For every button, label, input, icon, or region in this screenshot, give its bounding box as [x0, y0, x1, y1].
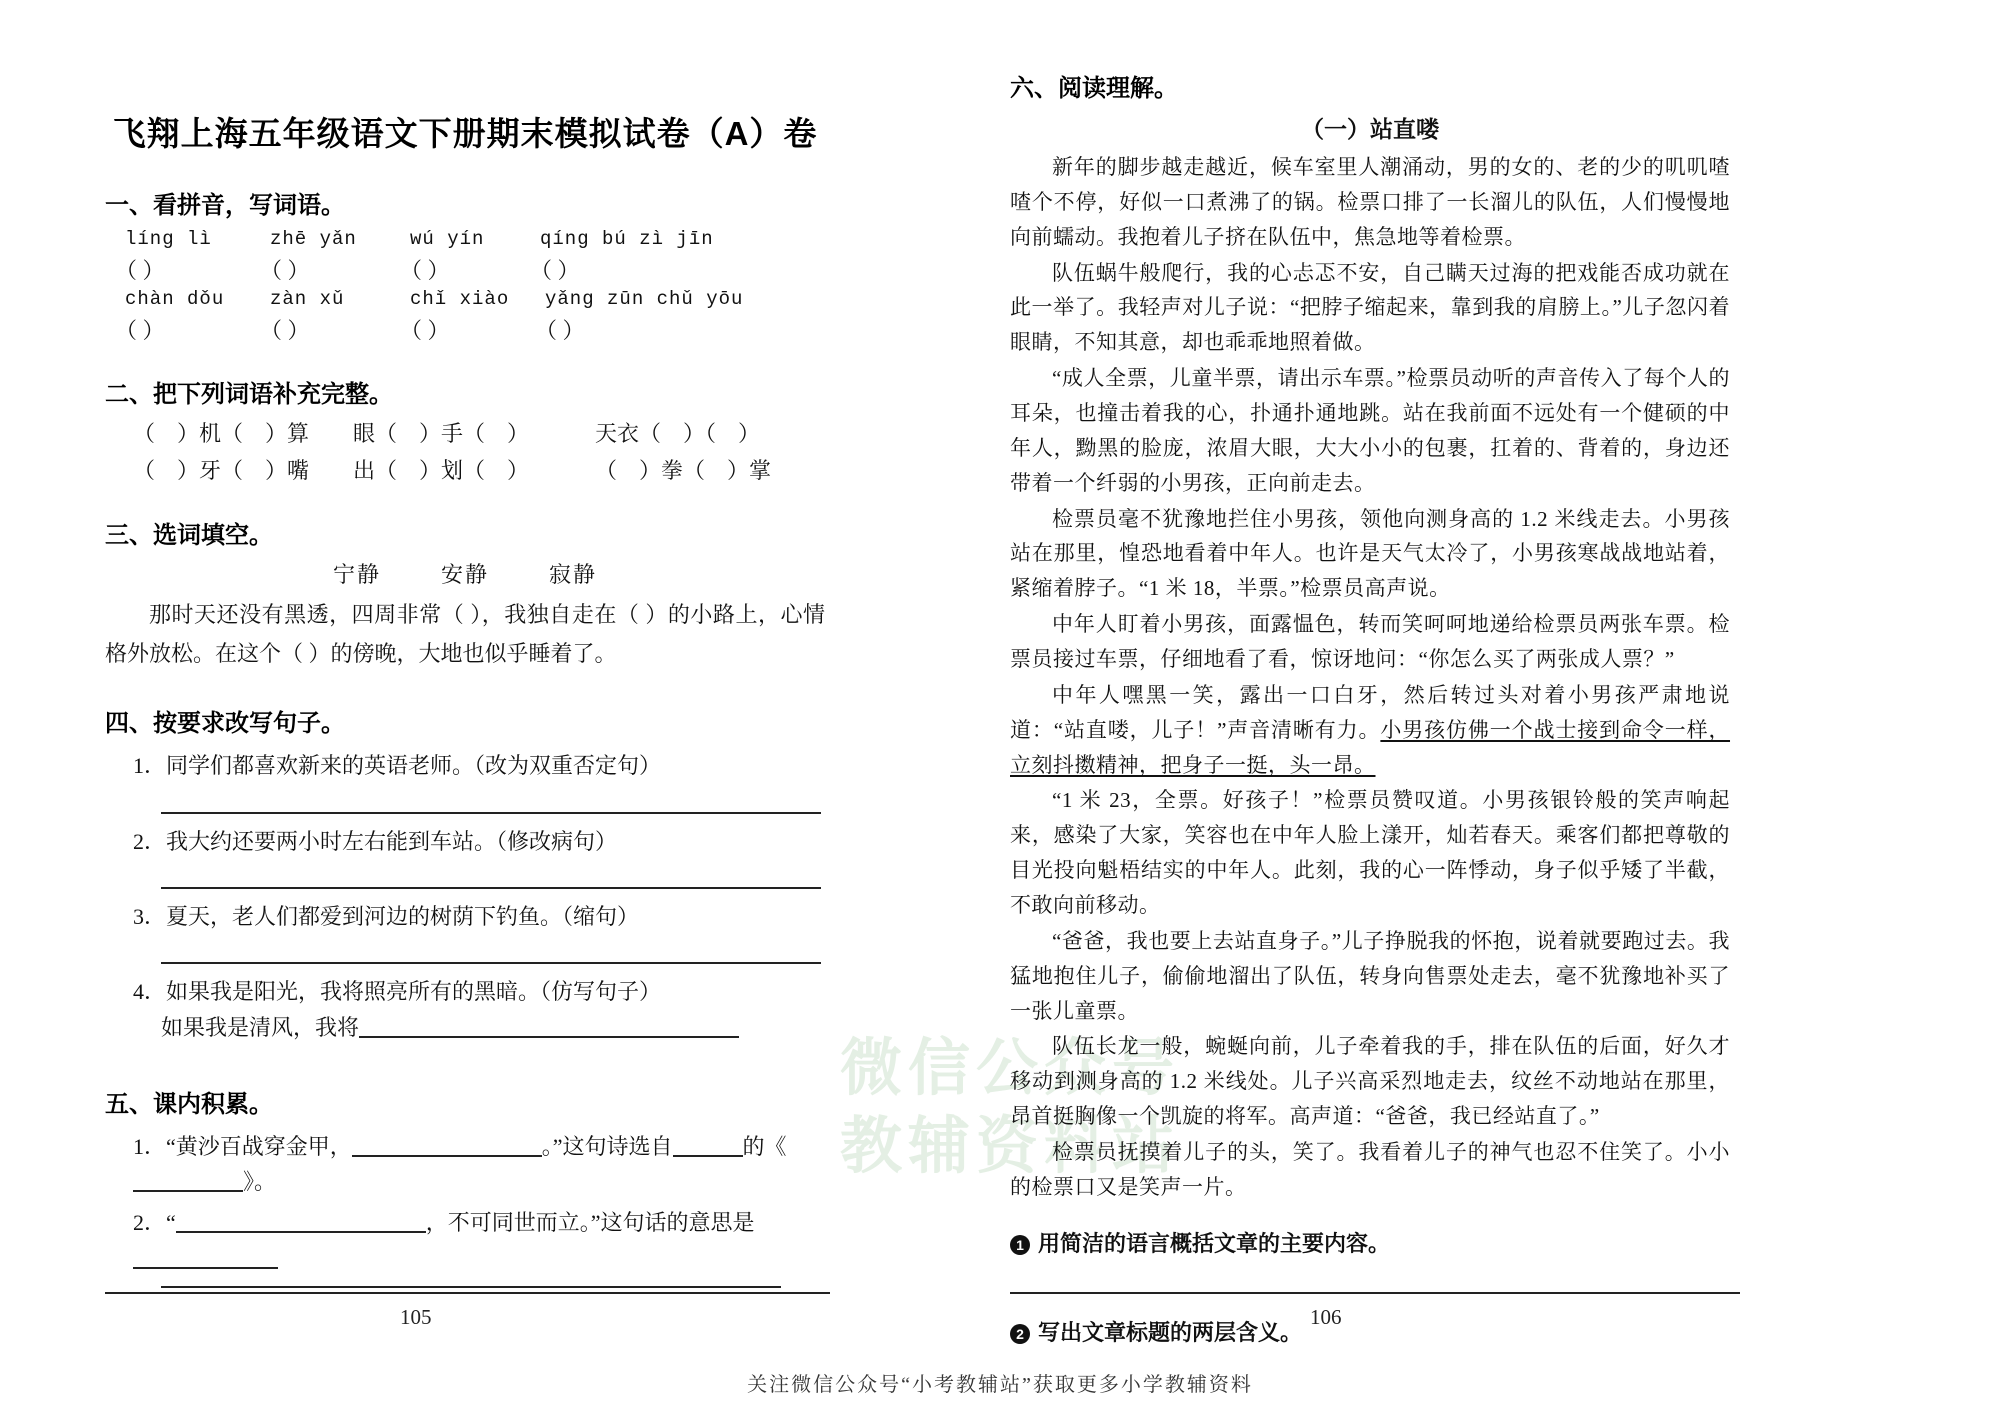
rewrite-item-4: 4．如果我是阳光，我将照亮所有的黑暗。（仿写句子） — [133, 978, 662, 1004]
passage-paragraph: 中年人盯着小男孩，面露愠色，转而笑呵呵地递给检票员两张车票。检票员接过车票，仔细地看了看，惊讶地问：“你怎么买了两张成人票？” — [1010, 612, 1730, 672]
accum-1-part-c: 的《 — [742, 1134, 787, 1160]
passage-paragraph: “成人全票，儿童半票，请出示车票。”检票员动听的声音传入了每个人的耳朵，也撞击着我的心，扑通扑通地跳。站在我前面不远处有一个健硕的中年人，黝黑的脸庞，浓眉大眼，大大小小的包裹，扛着的、背着的，身边还带着一个纤弱的小男孩，正向前走去。 — [1010, 366, 1730, 495]
page-number-right: 106 — [1310, 1305, 1342, 1329]
question-number-badge: 1 — [1010, 1235, 1030, 1255]
left-page-column — [105, 60, 825, 1294]
idiom-line[interactable]: （ ）牙（ ）嘴 出（ ）划（ ） （ ）拳（ ）掌 — [133, 458, 772, 483]
question-number-badge: 2 — [1010, 1324, 1030, 1344]
pinyin-label: chàn dǒu — [125, 288, 225, 310]
answer-blank-inline[interactable] — [176, 1211, 426, 1233]
footer-note: 关注微信公众号“小考教辅站”获取更多小学教辅资料 — [747, 1374, 1253, 1396]
answer-line[interactable] — [161, 962, 821, 964]
section-5-heading: 五、课内积累。 — [105, 1091, 273, 1119]
pinyin-label: qíng bú zì jīn — [540, 228, 714, 250]
accum-2-part-a: 2．“ — [133, 1210, 176, 1236]
answer-blank[interactable]: （ ） — [535, 318, 585, 343]
answer-blank[interactable]: （ ） — [115, 258, 165, 283]
passage-paragraph: 检票员毫不犹豫地拦住小男孩，领他向测身高的 1.2 米线走去。小男孩站在那里，惶恐地看着中年人。也许是天气太冷了，小男孩寒战战地站着，紧缩着脖子。“1 米 18，半票。”检票员高声说。 — [1010, 506, 1730, 601]
page-title: 飞翔上海五年级语文下册期末模拟试卷（A）卷 — [112, 115, 818, 152]
answer-blank-inline[interactable] — [673, 1135, 743, 1157]
reading-question-2-text: 写出文章标题的两层含义。 — [1038, 1319, 1303, 1345]
answer-blank-inline[interactable] — [352, 1135, 542, 1157]
rewrite-item-2: 2．我大约还要两小时左右能到车站。（修改病句） — [133, 828, 618, 854]
pinyin-label: yǎng zūn chǔ yōu — [545, 288, 744, 310]
pinyin-block-row-2 — [105, 288, 825, 344]
answer-blank[interactable]: （ ） — [260, 258, 310, 283]
answer-paren-row — [105, 254, 825, 284]
accumulation-item-2 — [133, 1205, 825, 1275]
rewrite-item-4-prefix: 如果我是清风，我将 — [161, 1015, 360, 1041]
pinyin-label: chǐ xiào — [410, 288, 510, 310]
answer-blank-inline[interactable] — [359, 1016, 739, 1038]
answer-line[interactable] — [161, 812, 821, 814]
accum-1-part-b: 。”这句诗选自 — [541, 1134, 673, 1160]
answer-blank[interactable]: （ ） — [400, 318, 450, 343]
watermark-line-2: 教辅资料站 — [839, 1111, 1180, 1181]
reading-question-1-text: 用简洁的语言概括文章的主要内容。 — [1038, 1230, 1391, 1256]
section-6-heading: 六、阅读理解。 — [1010, 75, 1178, 102]
answer-blank-inline[interactable] — [133, 1247, 278, 1269]
answer-paren-row — [105, 314, 825, 344]
underlined-sentence: 小男孩仿佛一个战士接到命令一样，立刻抖擞精神，把身子一挺，头一昂。 — [1010, 717, 1731, 777]
passage-paragraph: “爸爸，我也要上去站直身子。”儿子挣脱我的怀抱，说着就要跑过去。我猛地抱住儿子，偷偷地溜出了队伍，转身向售票处走去，毫不犹豫地补买了一张儿童票。 — [1010, 928, 1730, 1023]
passage-paragraph: 检票员抚摸着儿子的头，笑了。我看着儿子的神气也忍不住笑了。小小的检票口又是笑声一片。 — [1010, 1140, 1730, 1199]
section-2-heading: 二、把下列词语补充完整。 — [105, 381, 393, 408]
passage-paragraph: 队伍长龙一般，蜿蜒向前，儿子牵着我的手，排在队伍的后面，好久才移动到测身高的 1.2 米线处。儿子兴高采烈地走去，纹丝不动地站在那里，昂首挺胸像一个凯旋的将军。高声道：“爸爸，我已经站直了。” — [1010, 1034, 1730, 1129]
section-3-passage[interactable]: 那时天还没有黑透，四周非常（ ），我独自走在（ ）的小路上，心情格外放松。在这个（ ）的傍晚，大地也似乎睡着了。 — [105, 602, 825, 667]
idiom-line[interactable]: （ ）机（ ）算 眼（ ）手（ ） 天衣（ ）（ ） — [133, 421, 761, 446]
pinyin-row — [105, 288, 825, 314]
passage-paragraph: 新年的脚步越走越近，候车室里人潮涌动，男的女的、老的少的叽叽喳喳个不停，好似一口煮沸了的锅。检票口排了一长溜儿的队伍，人们慢慢地向前蠕动。我抱着儿子挤在队伍中，焦急地等着检票。 — [1010, 155, 1730, 249]
reading-question-2 — [1010, 1316, 1730, 1347]
accum-1-part-d: 》。 — [243, 1169, 277, 1195]
answer-line[interactable] — [161, 1286, 781, 1288]
section-4-heading: 四、按要求改写句子。 — [105, 710, 345, 738]
pinyin-row — [105, 228, 825, 254]
rewrite-item-1: 1．同学们都喜欢新来的英语老师。（改为双重否定句） — [133, 753, 662, 779]
reading-question-1 — [1010, 1227, 1730, 1258]
pinyin-label: wú yín — [410, 228, 485, 250]
rewrite-item-3: 3．夏天，老人们都爱到河边的树荫下钓鱼。（缩句） — [133, 903, 640, 929]
answer-blank-inline[interactable] — [133, 1170, 243, 1192]
accum-1-part-a: 1．“黄沙百战穿金甲， — [133, 1134, 352, 1160]
section-3-heading: 三、选词填空。 — [105, 522, 273, 549]
right-page-column — [1010, 60, 1730, 1347]
watermark-line-1: 微信公众号 — [839, 1034, 1180, 1103]
pinyin-label: zàn xǔ — [270, 288, 345, 310]
answer-line[interactable] — [161, 887, 821, 889]
passage-paragraph-with-underline — [1010, 678, 1730, 783]
passage-text: 中年人嘿黑一笑，露出一口白牙，然后转过头对着小男孩严肃地说道：“站直喽，儿子！”声音清晰有力。 — [1010, 682, 1730, 742]
pinyin-block-row-1 — [105, 228, 825, 284]
pinyin-label: zhē yǎn — [270, 228, 357, 250]
footer-rule-right — [1010, 1292, 1740, 1294]
accum-2-part-b: ，不可同世而立。”这句话的意思是 — [425, 1210, 755, 1236]
page-number-left: 105 — [400, 1305, 432, 1329]
pinyin-label: líng lì — [125, 228, 212, 250]
passage-title: （一）站直喽 — [1301, 117, 1439, 142]
footer-rule-left — [105, 1292, 830, 1294]
answer-blank[interactable]: （ ） — [530, 258, 580, 283]
answer-blank[interactable]: （ ） — [260, 318, 310, 343]
rewrite-item-4-sub — [161, 1011, 825, 1042]
answer-blank[interactable]: （ ） — [400, 258, 450, 283]
word-bank: 宁静 安静 寂静 — [332, 562, 597, 587]
passage-paragraph: 队伍蜗牛般爬行，我的心忐忑不安，自己瞒天过海的把戏能否成功就在此一举了。我轻声对儿子说：“把脖子缩起来，靠到我的肩膀上。”儿子忽闪着眼睛，不知其意，却也乖乖地照着做。 — [1010, 260, 1730, 355]
accumulation-item-1 — [133, 1129, 825, 1199]
answer-blank[interactable]: （ ） — [115, 318, 165, 343]
passage-paragraph: “1 米 23，全票。好孩子！”检票员赞叹道。小男孩银铃般的笑声响起来，感染了大家，笑容也在中年人脸上漾开，灿若春天。乘客们都把尊敬的目光投向魁梧结实的中年人。此刻，我的心一阵悸动，身子似乎矮了半截，不敢向前移动。 — [1010, 788, 1730, 918]
section-1-heading: 一、看拼音，写词语。 — [105, 192, 345, 219]
